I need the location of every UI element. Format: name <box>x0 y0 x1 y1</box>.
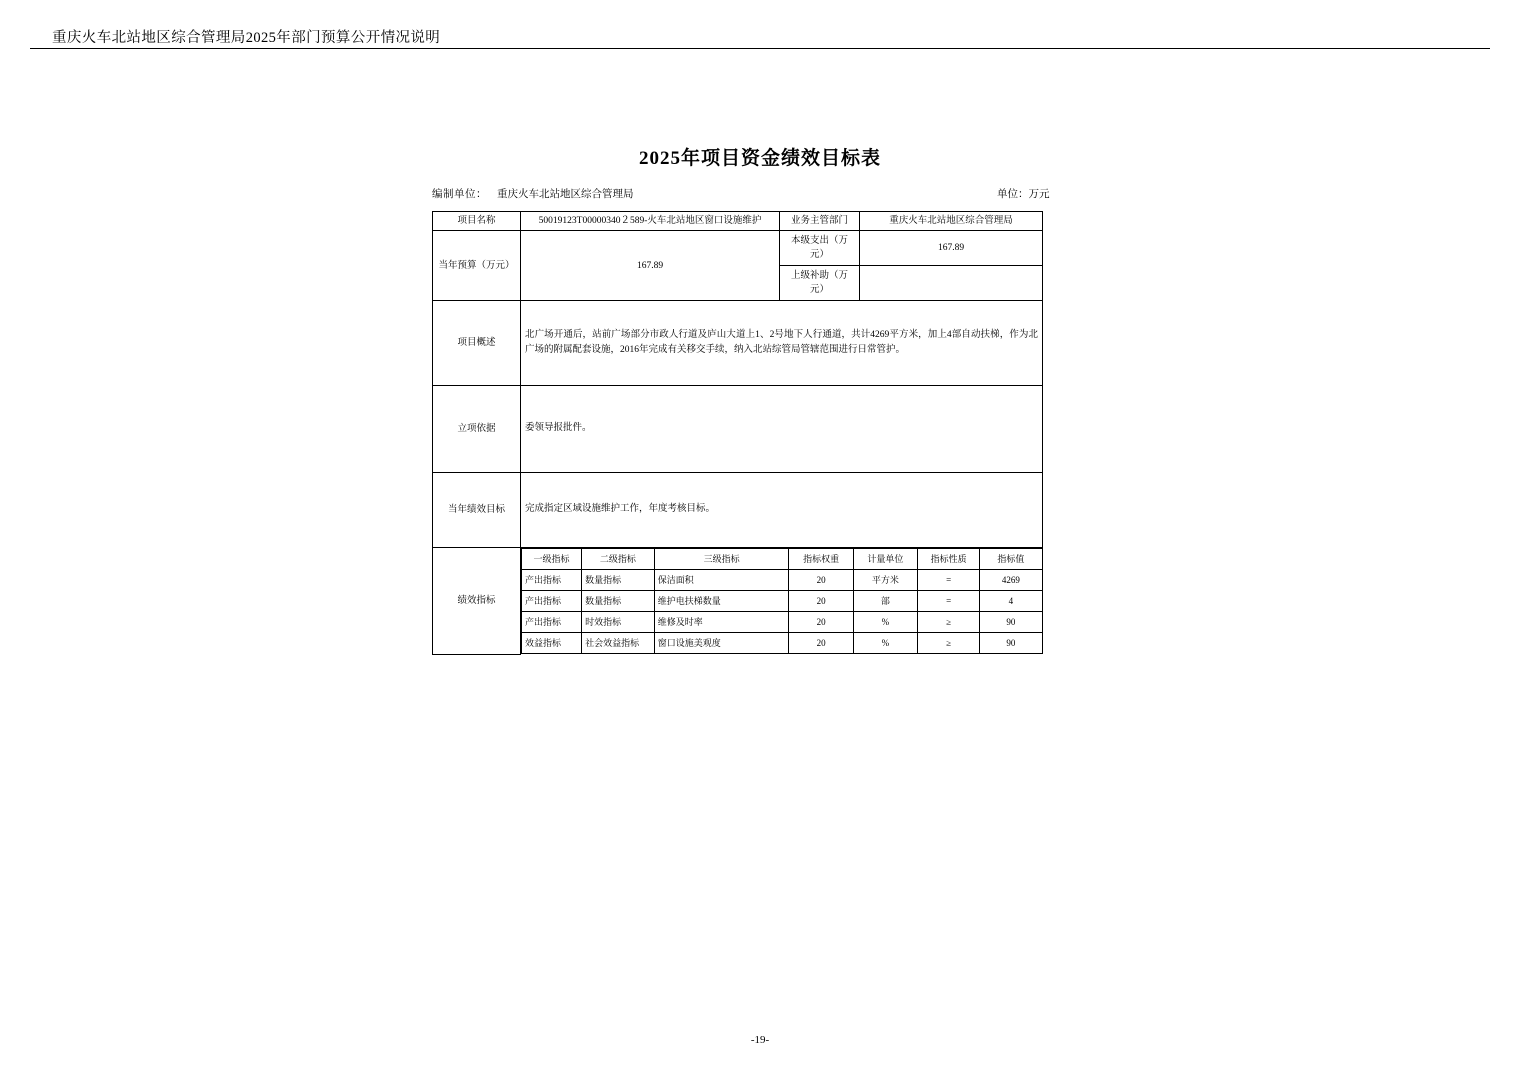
page-number: -19- <box>750 1034 770 1046</box>
indicator-header-nature: 指标性质 <box>918 549 980 570</box>
cell-value: 4 <box>980 591 1042 612</box>
cell-value: 90 <box>980 633 1042 654</box>
cell-level3: 窗口设施美观度 <box>654 633 789 654</box>
budget-label: 当年预算（万元） <box>433 231 521 301</box>
table-row <box>433 548 1043 655</box>
table-row <box>433 473 1043 548</box>
cell-level3: 维修及时率 <box>654 612 789 633</box>
cell-weight: 20 <box>789 633 853 654</box>
amount-unit-label: 单位：万元 <box>997 189 1050 200</box>
indicator-header-level1: 一级指标 <box>522 549 582 570</box>
table-row <box>433 212 1043 231</box>
indicator-header-value: 指标值 <box>980 549 1042 570</box>
upper-subsidy-label: 上级补助（万元） <box>780 266 860 301</box>
cell-unit: % <box>853 633 917 654</box>
cell-nature: = <box>918 570 980 591</box>
cell-level3: 保洁面积 <box>654 570 789 591</box>
goal-label: 当年绩效目标 <box>433 473 521 548</box>
cell-level2: 数量指标 <box>582 570 655 591</box>
table-row <box>433 231 1043 266</box>
cell-unit: 部 <box>853 591 917 612</box>
own-expend-label: 本级支出（万元） <box>780 231 860 266</box>
cell-nature: ≥ <box>918 612 980 633</box>
indicator-table <box>521 548 1043 654</box>
basis-label: 立项依据 <box>433 386 521 473</box>
cell-level1: 效益指标 <box>522 633 582 654</box>
indicator-header-unit: 计量单位 <box>853 549 917 570</box>
header-divider <box>30 48 1490 49</box>
page-title: 2025年项目资金绩效目标表 <box>638 148 881 169</box>
indicator-header-level3: 三级指标 <box>654 549 789 570</box>
cell-level1: 产出指标 <box>522 591 582 612</box>
table-meta <box>432 186 1050 201</box>
table-row <box>522 633 1043 654</box>
indicator-header-row <box>522 549 1043 570</box>
basis-value: 委领导报批件。 <box>525 423 592 434</box>
dept-label: 业务主管部门 <box>780 212 860 231</box>
cell-nature: = <box>918 591 980 612</box>
budget-value: 167.89 <box>521 231 780 301</box>
cell-level2: 时效指标 <box>582 612 655 633</box>
cell-value: 90 <box>980 612 1042 633</box>
dept-value: 重庆火车北站地区综合管理局 <box>860 212 1043 231</box>
table-row <box>433 301 1043 386</box>
cell-unit: % <box>853 612 917 633</box>
performance-target-table <box>432 211 1043 655</box>
cell-unit: 平方米 <box>853 570 917 591</box>
overview-label: 项目概述 <box>433 301 521 386</box>
cell-weight: 20 <box>789 570 853 591</box>
cell-weight: 20 <box>789 612 853 633</box>
cell-level3: 维护电扶梯数量 <box>654 591 789 612</box>
cell-weight: 20 <box>789 591 853 612</box>
indicator-header-weight: 指标权重 <box>789 549 853 570</box>
indicator-header-level2: 二级指标 <box>582 549 655 570</box>
cell-nature: ≥ <box>918 633 980 654</box>
compiler-value: 重庆火车北站地区综合管理局 <box>497 189 634 200</box>
own-expend-value: 167.89 <box>860 231 1043 266</box>
goal-value: 完成指定区域设施维护工作，年度考核目标。 <box>525 504 716 515</box>
table-row <box>433 386 1043 473</box>
cell-value: 4269 <box>980 570 1042 591</box>
cell-level2: 数量指标 <box>582 591 655 612</box>
project-name-label: 项目名称 <box>433 212 521 231</box>
running-header: 重庆火车北站地区综合管理局2025年部门预算公开情况说明 <box>52 30 441 46</box>
cell-level2: 社会效益指标 <box>582 633 655 654</box>
table-row <box>522 570 1043 591</box>
overview-value: 北广场开通后，站前广场部分市政人行道及庐山大道上1、2号地下人行通道，共计4269平方米，加上4部自动扶梯，作为北广场的附属配套设施，2016年完成有关移交手续，纳入北站综管局管辖范围进行日常管护。 <box>525 329 1038 356</box>
project-name-value: 50019123T00000340２589-火车北站地区窗口设施维护 <box>521 212 780 231</box>
table-row <box>522 612 1043 633</box>
cell-level1: 产出指标 <box>522 612 582 633</box>
indicator-label: 绩效指标 <box>433 548 521 655</box>
upper-subsidy-value <box>860 266 1043 301</box>
table-row <box>522 591 1043 612</box>
compiler-label: 编制单位： <box>432 189 487 200</box>
cell-level1: 产出指标 <box>522 570 582 591</box>
